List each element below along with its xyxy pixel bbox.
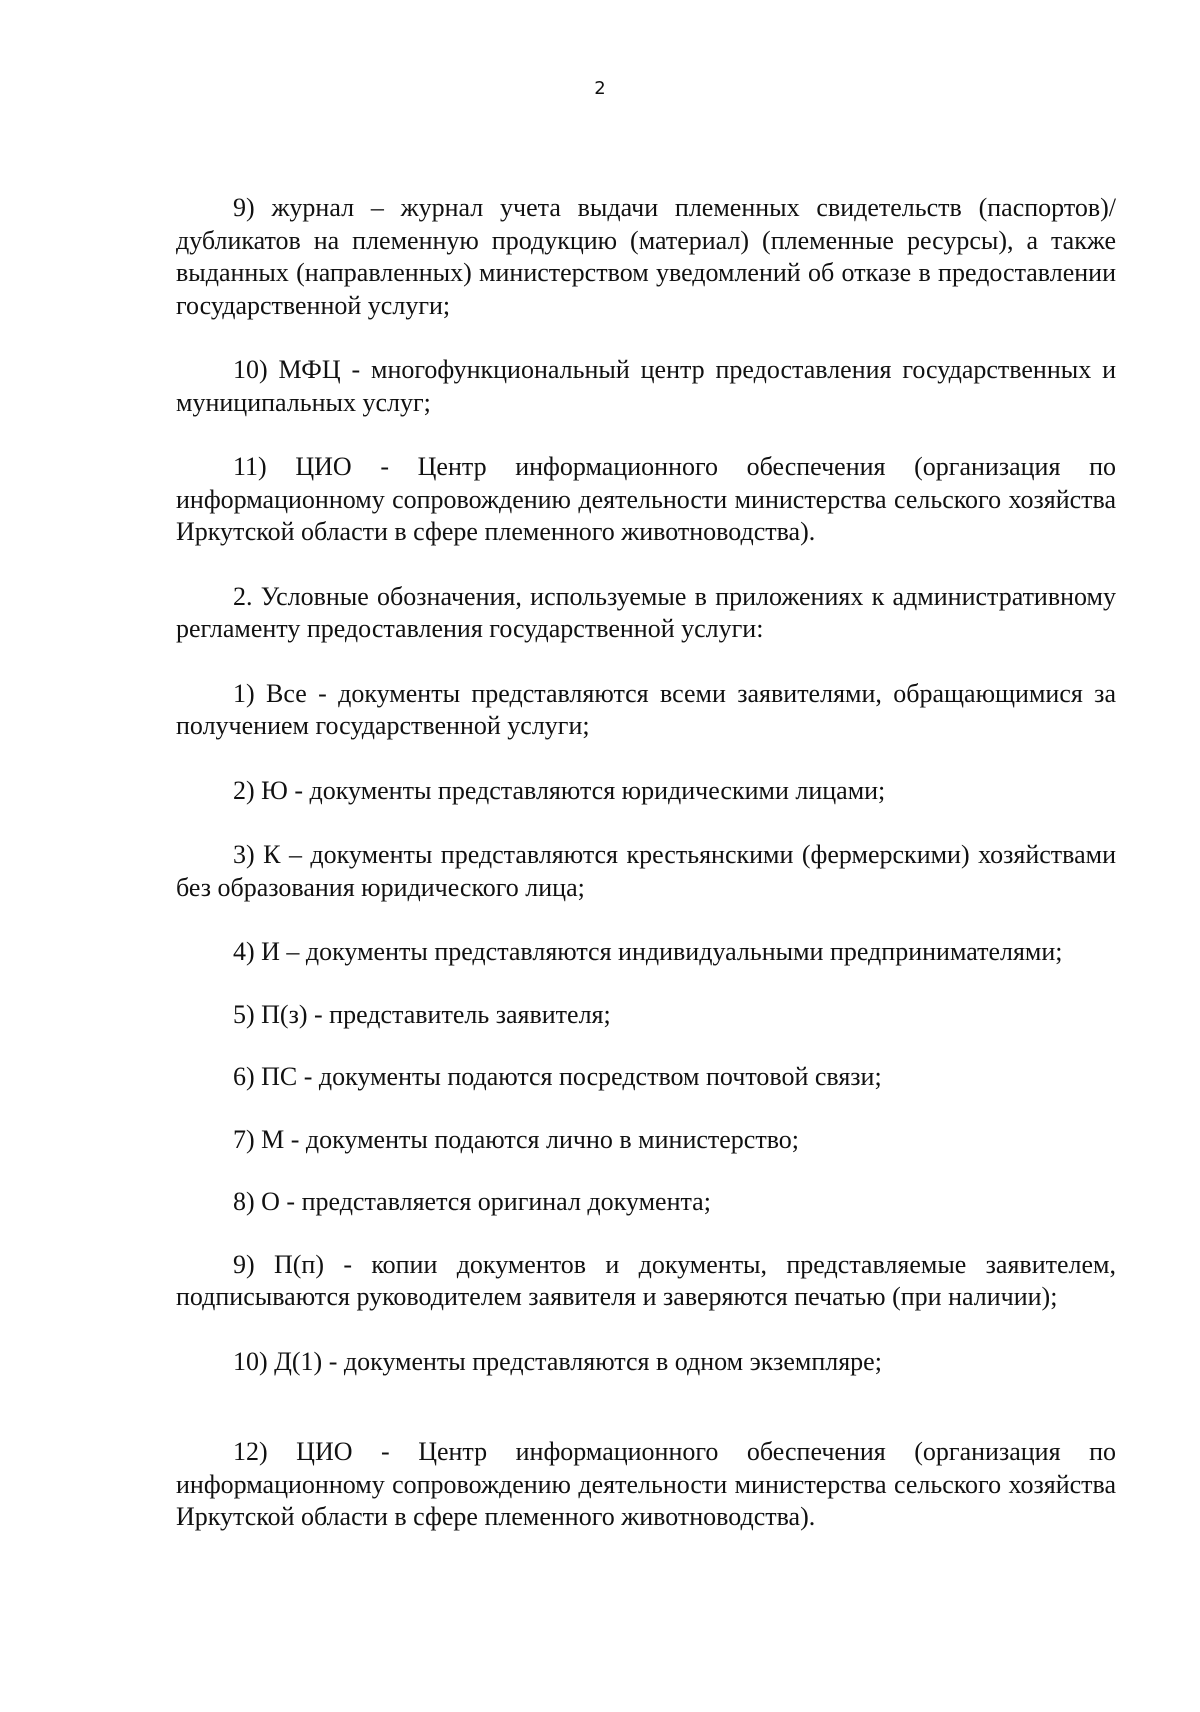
definition-item-cio: 11) ЦИО - Центр информационного обеспечения (организация по информационному сопровождению деятельности министерства сельского хозяйства Иркутской области в сфере племенного животноводства). — [176, 452, 1116, 546]
legend-item-all: 1) Все - документы представляются всеми заявителями, обращающимися за получением государственной услуги; — [176, 678, 1116, 740]
definition-item-mfc: 10) МФЦ - многофункциональный центр предоставления государственных и муниципальных услуг; — [176, 355, 1116, 417]
legend-item-single-copy: 10) Д(1) - документы представляются в одном экземпляре; — [233, 1346, 882, 1376]
document-body — [176, 192, 1116, 1534]
legend-item-postal: 6) ПС - документы подаются посредством почтовой связи; — [233, 1062, 882, 1091]
legend-item-representative: 5) П(з) - представитель заявителя; — [233, 999, 611, 1029]
legend-item-legal-entities: 2) Ю - документы представляются юридическими лицами; — [233, 775, 886, 805]
section-2-intro: 2. Условные обозначения, используемые в приложениях к административному регламенту предоставления государственной услуги: — [176, 581, 1116, 643]
page-number: 2 — [594, 78, 606, 99]
legend-item-in-person: 7) М - документы подаются лично в министерство; — [233, 1124, 800, 1154]
legend-item-entrepreneurs: 4) И – документы представляются индивидуальными предпринимателями; — [233, 937, 1063, 966]
legend-item-signed-copies: 9) П(п) - копии документов и документы, представляемые заявителем, подписываются руководителем заявителя и заверяются печатью (при наличии); — [176, 1249, 1116, 1311]
final-item-cio: 12) ЦИО - Центр информационного обеспечения (организация по информационному сопровождению деятельности министерства сельского хозяйства Иркутской области в сфере племенного животноводства). — [176, 1437, 1116, 1531]
definition-item-journal: 9) журнал – журнал учета выдачи племенных свидетельств (паспортов)/дубликатов на племенную продукцию (материал) (племенные ресурсы), а также выданных (направленных) министерством уведомлений об отказе в предоставлении государственной услуги; — [176, 193, 1116, 320]
legend-item-farms: 3) К – документы представляются крестьянскими (фермерскими) хозяйствами без образования юридического лица; — [176, 840, 1116, 902]
legend-item-original: 8) О - представляется оригинал документа; — [233, 1187, 711, 1216]
